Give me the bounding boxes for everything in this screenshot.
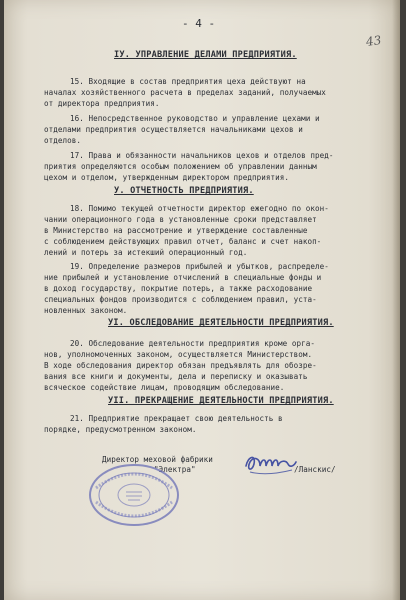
section-heading-reporting: У. ОТЧЕТНОСТЬ ПРЕДПРИЯТИЯ. <box>114 186 254 196</box>
paragraph-line: вания все книги и документы, дела и переписку и оказывать <box>44 372 308 381</box>
paragraph-line: 15. Входящие в состав предприятия цеха действуют на <box>70 77 306 86</box>
paragraph-line: цехом и отделом, утвержденным директором предприятия. <box>44 173 289 182</box>
signature-name: /Ланскис/ <box>294 465 336 474</box>
paragraph-line: в доход государству, покрытие потерь, а также расходование <box>44 284 313 293</box>
official-seal-stamp <box>86 462 182 528</box>
paragraph-line: специальных фондов производится с соблюдением правил, уста- <box>44 295 317 304</box>
page-edge-shadow <box>392 0 400 600</box>
section-heading-termination: УII. ПРЕКРАЩЕНИЕ ДЕЯТЕЛЬНОСТИ ПРЕДПРИЯТИЯ. <box>108 396 334 406</box>
paragraph-line: 17. Права и обязанности начальников цехов и отделов пред- <box>70 151 334 160</box>
paragraph-line: лений и потерь за истекший операционный год. <box>44 248 248 257</box>
document-page <box>4 0 400 600</box>
paragraph-line: чании операционного года в установленные сроки представляет <box>44 215 317 224</box>
page-number: - 4 - <box>182 17 216 30</box>
paragraph-line: 20. Обследование деятельности предприятия кроме орга- <box>70 339 315 348</box>
paragraph-line: от директора предприятия. <box>44 99 160 108</box>
paragraph-line: В ходе обследования директор обязан предъявлять для обозре- <box>44 361 317 370</box>
section-heading-inspection: УI. ОБСЛЕДОВАНИЕ ДЕЯТЕЛЬНОСТИ ПРЕДПРИЯТИЯ. <box>108 318 334 328</box>
paragraph-line: порядке, предусмотренном законом. <box>44 425 197 434</box>
paragraph-line: началах хозяйственного расчета в пределах заданий, получаемых <box>44 88 326 97</box>
paragraph-line: 16. Непосредственное руководство и управление цехами и <box>70 114 320 123</box>
paragraph-line: новленных законом. <box>44 306 128 315</box>
paragraph-line: 21. Предприятие прекращает свою деятельность в <box>70 414 283 423</box>
paragraph-line: приятия определяются особым положением об управлении данным <box>44 162 317 171</box>
paragraph-line: 18. Помимо текущей отчетности директор ежегодно по окон- <box>70 204 329 213</box>
paragraph-line: с соблюдением действующих правил отчет, баланс и счет накоп- <box>44 237 322 246</box>
paragraph-line: нов, уполномоченных законом, осуществляется Министерством. <box>44 350 313 359</box>
paragraph-line: отделов. <box>44 136 81 145</box>
section-heading-management: IУ. УПРАВЛЕНИЕ ДЕЛАМИ ПРЕДПРИЯТИЯ. <box>114 50 297 60</box>
paragraph-line: всяческое содействие лицам, проводящим обследование. <box>44 383 285 392</box>
paragraph-line: отделами предприятия осуществляется начальниками цехов и <box>44 125 303 134</box>
signature-organization: "Электра" <box>154 465 196 474</box>
handwritten-signature <box>242 448 298 478</box>
paragraph-line: в Министерство на рассмотрение и утверждение составленные <box>44 226 308 235</box>
paragraph-line: 19. Определение размеров прибылей и убытков, распределе- <box>70 262 329 271</box>
handwritten-page-number: 43 <box>365 33 383 49</box>
signature-title: Директор меховой фабрики <box>102 455 213 464</box>
paragraph-line: ние прибылей и установление отчислений в специальные фонды и <box>44 273 322 282</box>
